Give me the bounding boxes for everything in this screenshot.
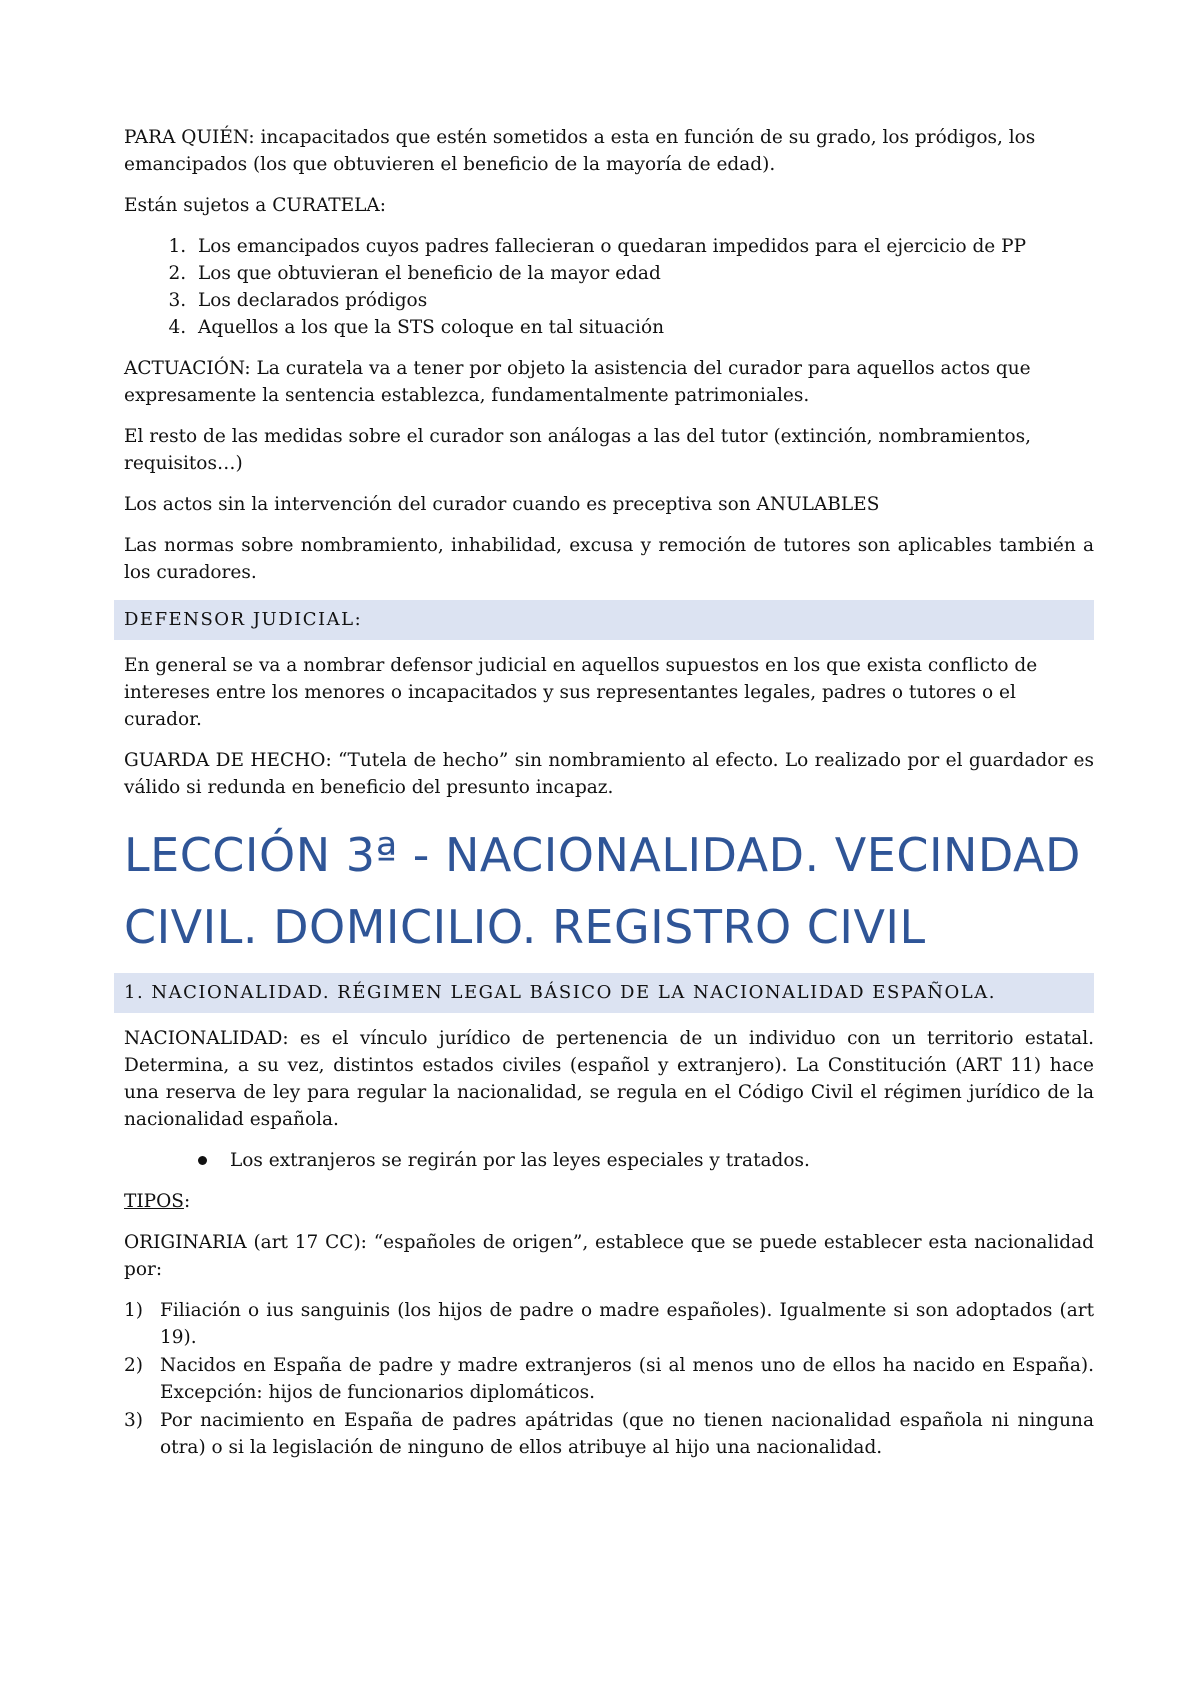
originaria-list [124,1297,1094,1461]
list-item: 3. Los declarados pródigos [192,287,1094,314]
normas-paragraph: Las normas sobre nombramiento, inhabilidad, excusa y remoción de tutores son aplicables también a los curadores. [124,535,1094,583]
tipos-label [124,1188,1094,1215]
bullet-text: Los extranjeros se regirán por las leyes especiales y tratados. [230,1150,810,1171]
defensor-judicial-heading: DEFENSOR JUDICIAL: [114,600,1094,640]
list-item: 4. Aquellos a los que la STS coloque en tal situación [192,314,1094,341]
actos-anulables-paragraph: Los actos sin la intervención del curador cuando es preceptiva son ANULABLES [124,494,880,515]
tipos-colon: : [183,1191,191,1212]
list-item [124,1407,1094,1461]
list-number: 3) [124,1410,143,1431]
bullet-list [124,1147,1094,1174]
resto-medidas-paragraph: El resto de las medidas sobre el curador son análogas a las del tutor (extinción, nombramientos, requisitos…) [124,426,1031,474]
lesson-title: LECCIÓN 3ª - NACIONALIDAD. VECINDAD CIVIL. DOMICILIO. REGISTRO CIVIL [124,828,1081,954]
curatela-list [124,233,1094,341]
page-content [124,124,1094,1462]
bullet-icon [198,1156,207,1165]
section-heading-nacionalidad: 1. NACIONALIDAD. RÉGIMEN LEGAL BÁSICO DE LA NACIONALIDAD ESPAÑOLA. [114,973,1094,1013]
originaria-paragraph: ORIGINARIA (art 17 CC): “españoles de origen”, establece que se puede establecer esta nacionalidad por: [124,1232,1094,1280]
para-quien-paragraph: PARA QUIÉN: incapacitados que estén sometidos a esta en función de su grado, los pródigos, los emancipados (los que obtuvieren el beneficio de la mayoría de edad). [124,127,1036,175]
list-item [124,1297,1094,1351]
tipos-text: TIPOS [124,1191,184,1212]
list-number: 1) [124,1300,143,1321]
list-item [124,1352,1094,1406]
list-item-text: Por nacimiento en España de padres apátridas (que no tienen nacionalidad española ni ninguna otra) o si la legislación de ninguno de ellos atribuye al hijo una nacionalidad. [160,1410,1094,1458]
list-item: 2. Los que obtuvieran el beneficio de la mayor edad [192,260,1094,287]
defensor-paragraph: En general se va a nombrar defensor judicial en aquellos supuestos en los que exista conflicto de intereses entre los menores o incapacitados y sus representantes legales, padres o tutores o el curador. [124,655,1038,730]
guarda-hecho-paragraph: GUARDA DE HECHO: “Tutela de hecho” sin nombramiento al efecto. Lo realizado por el guardador es válido si redunda en beneficio del presunto incapaz. [124,750,1094,798]
list-item-text: Filiación o ius sanguinis (los hijos de padre o madre españoles). Igualmente si son adoptados (art 19). [160,1300,1094,1348]
actuacion-paragraph: ACTUACIÓN: La curatela va a tener por objeto la asistencia del curador para aquellos actos que expresamente la sentencia establezca, fundamentalmente patrimoniales. [124,358,1031,406]
sujetos-intro: Están sujetos a CURATELA: [124,195,386,216]
list-item-text: Nacidos en España de padre y madre extranjeros (si al menos uno de ellos ha nacido en España). Excepción: hijos de funcionarios diplomáticos. [160,1355,1094,1403]
nacionalidad-paragraph: NACIONALIDAD: es el vínculo jurídico de pertenencia de un individuo con un territorio estatal. Determina, a su vez, distintos estados civiles (español y extranjero). La Constitución (ART 11) hace una reserva de ley para regular la nacionalidad, se regula en el Código Civil el régimen jurídico de la nacionalidad española. [124,1028,1094,1130]
list-item: 1. Los emancipados cuyos padres fallecieran o quedaran impedidos para el ejercicio de PP [192,233,1094,260]
list-number: 2) [124,1355,143,1376]
list-item [230,1147,1094,1174]
